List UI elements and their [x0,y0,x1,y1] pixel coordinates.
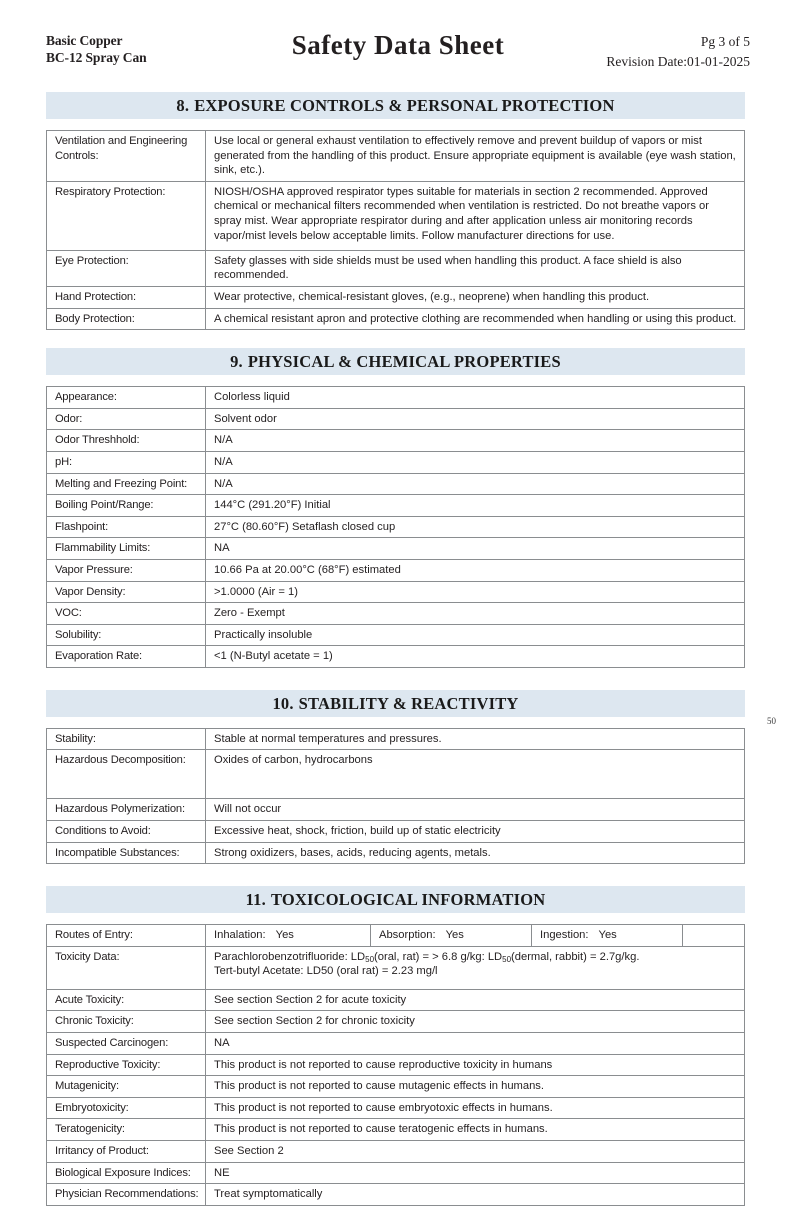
section-number-11: 11. [245,890,266,910]
row-value: Will not occur [206,799,745,821]
route-key: Ingestion: [540,929,589,942]
row-label: Hand Protection: [47,286,206,308]
row-value: Colorless liquid [206,387,745,409]
product-form: BC-12 Spray Can [46,50,147,65]
toxicity-line-1 [214,950,738,965]
row-value: <1 (N-Butyl acetate = 1) [206,646,745,668]
row-value: Oxides of carbon, hydrocarbons [206,750,745,799]
section-number-10: 10. [272,693,294,713]
table-row [47,516,745,538]
row-value: See Section 2 [206,1141,745,1163]
row-label: Hazardous Decomposition: [47,750,206,799]
row-value: See section Section 2 for chronic toxicity [206,1011,745,1033]
row-value: This product is not reported to cause embryotoxic effects in humans. [206,1097,745,1119]
table-row [47,750,745,799]
row-value: 144°C (291.20°F) Initial [206,495,745,517]
table-row [47,408,745,430]
row-label: Evaporation Rate: [47,646,206,668]
row-value: This product is not reported to cause reproductive toxicity in humans [206,1054,745,1076]
row-value: 27°C (80.60°F) Setaflash closed cup [206,516,745,538]
table-row [47,581,745,603]
row-value: Treat symptomatically [206,1184,745,1206]
row-label: Ventilation and Engineering Controls: [47,131,206,182]
toxicity-data-row [47,946,745,989]
row-label: VOC: [47,603,206,625]
spacer [0,330,791,348]
route-empty-cell [683,925,745,947]
tox-subscript: 50 [502,955,512,965]
document-header [46,30,750,92]
row-label: Acute Toxicity: [47,989,206,1011]
section-title-10: STABILITY & REACTIVITY [298,693,519,713]
row-value: N/A [206,451,745,473]
toxicity-line-2: Tert-butyl Acetate: LD50 (oral rat) = 2.23 mg/l [214,965,438,978]
row-label: Flashpoint: [47,516,206,538]
section-11-table [46,924,745,1206]
table-row [47,1011,745,1033]
document-meta [606,32,750,72]
row-label: Conditions to Avoid: [47,821,206,843]
section-header-11 [46,886,745,913]
route-inhalation [206,925,371,947]
row-label: Suspected Carcinogen: [47,1033,206,1055]
table-row [47,842,745,864]
row-label: Solubility: [47,624,206,646]
tox-text: (dermal, rabbit) = 2.7g/kg. [511,950,640,963]
row-label: Stability: [47,728,206,750]
row-label: Flammability Limits: [47,538,206,560]
spacer [0,864,791,886]
section-number-9: 9. [230,352,243,372]
section-9-table [46,386,745,668]
tox-text: Parachlorobenzotrifluoride: LD [214,950,366,963]
table-row [47,495,745,517]
table-row [47,387,745,409]
row-value: Stable at normal temperatures and pressures. [206,728,745,750]
routes-of-entry-row [47,925,745,947]
table-row [47,624,745,646]
row-value: N/A [206,473,745,495]
table-row [47,308,745,330]
table-row [47,1141,745,1163]
section-10-table [46,728,745,864]
row-label: pH: [47,451,206,473]
section-title-11: TOXICOLOGICAL INFORMATION [270,890,546,910]
row-value: Practically insoluble [206,624,745,646]
table-row [47,430,745,452]
row-value: This product is not reported to cause teratogenic effects in humans. [206,1119,745,1141]
section-header-10 [46,690,745,717]
route-key: Inhalation: [214,929,266,942]
row-label: Irritancy of Product: [47,1141,206,1163]
row-label: Odor: [47,408,206,430]
row-value: Wear protective, chemical-resistant gloves, (e.g., neoprene) when handling this product. [206,286,745,308]
table-row [47,451,745,473]
route-ingestion [532,925,683,947]
row-value: 10.66 Pa at 20.00°C (68°F) estimated [206,559,745,581]
table-row [47,728,745,750]
section-title-9: PHYSICAL & CHEMICAL PROPERTIES [247,352,561,372]
page-indicator: Pg 3 of 5 [700,34,750,49]
table-row [47,181,745,250]
table-row [47,646,745,668]
table-row [47,473,745,495]
row-value: A chemical resistant apron and protective clothing are recommended when handling or using this product. [206,308,745,330]
table-row [47,799,745,821]
tox-subscript: 50 [365,955,375,965]
revision-date: Revision Date:01-01-2025 [606,54,750,69]
row-value: NIOSH/OSHA approved respirator types suitable for materials in section 2 recommended. Approved chemical or mechanical filters recommended when ventilation is restricted. Do not breathe vapors or spray mist. Wear appropriate respirator during and after application unless air monitoring records vapor/mist levels below acceptable limits. Follow manufacturer directions for use. [206,181,745,250]
row-value: N/A [206,430,745,452]
product-name: Basic Copper [46,33,123,48]
table-row [47,989,745,1011]
row-label: Odor Threshhold: [47,430,206,452]
row-label: Incompatible Substances: [47,842,206,864]
row-value: Solvent odor [206,408,745,430]
row-label: Toxicity Data: [47,946,206,989]
table-row [47,1076,745,1098]
row-label: Respiratory Protection: [47,181,206,250]
section-number-8: 8. [176,96,190,115]
table-row [47,538,745,560]
document-title: Safety Data Sheet [291,30,505,60]
table-row [47,603,745,625]
row-label: Embryotoxicity: [47,1097,206,1119]
section-8-table [46,130,745,330]
row-label: Vapor Pressure: [47,559,206,581]
row-label: Teratogenicity: [47,1119,206,1141]
route-value: Yes [445,929,464,942]
row-value: NA [206,538,745,560]
sds-page [0,30,791,1201]
row-label: Mutagenicity: [47,1076,206,1098]
row-value: Strong oxidizers, bases, acids, reducing agents, metals. [206,842,745,864]
row-label: Chronic Toxicity: [47,1011,206,1033]
route-absorption [371,925,532,947]
row-label: Boiling Point/Range: [47,495,206,517]
table-row [47,1162,745,1184]
row-label: Routes of Entry: [47,925,206,947]
table-row [47,1097,745,1119]
row-value: NE [206,1162,745,1184]
row-label: Reproductive Toxicity: [47,1054,206,1076]
table-row [47,1184,745,1206]
route-key: Absorption: [379,929,436,942]
table-row [47,559,745,581]
row-value: Excessive heat, shock, friction, build up of static electricity [206,821,745,843]
section-header-9 [46,348,745,375]
row-value: NA [206,1033,745,1055]
row-value [206,946,745,989]
row-value: Use local or general exhaust ventilation to effectively remove and prevent buildup of vapors or mist generated from the handling of this product. Ensure appropriate equipment is available (eye wash station, sink, etc.). [206,131,745,182]
row-label: Body Protection: [47,308,206,330]
row-label: Biological Exposure Indices: [47,1162,206,1184]
row-value: This product is not reported to cause mutagenic effects in humans. [206,1076,745,1098]
margin-page-mark: 50 [767,716,776,726]
row-value: See section Section 2 for acute toxicity [206,989,745,1011]
row-label: Vapor Density: [47,581,206,603]
table-row [47,1054,745,1076]
table-row [47,131,745,182]
section-title-8: EXPOSURE CONTROLS & PERSONAL PROTECTION [194,96,615,115]
table-row [47,1119,745,1141]
tox-text: (oral, rat) = > 6.8 g/kg: LD [374,950,503,963]
row-label: Melting and Freezing Point: [47,473,206,495]
table-row [47,1033,745,1055]
table-row [47,250,745,286]
row-value: Zero - Exempt [206,603,745,625]
section-header-8 [46,92,745,119]
table-row [47,286,745,308]
table-row [47,821,745,843]
route-value: Yes [275,929,294,942]
spacer [0,668,791,690]
row-label: Eye Protection: [47,250,206,286]
row-label: Appearance: [47,387,206,409]
row-label: Physician Recommendations: [47,1184,206,1206]
row-label: Hazardous Polymerization: [47,799,206,821]
route-value: Yes [598,929,617,942]
row-value: >1.0000 (Air = 1) [206,581,745,603]
row-value: Safety glasses with side shields must be used when handling this product. A face shield is also recommended. [206,250,745,286]
